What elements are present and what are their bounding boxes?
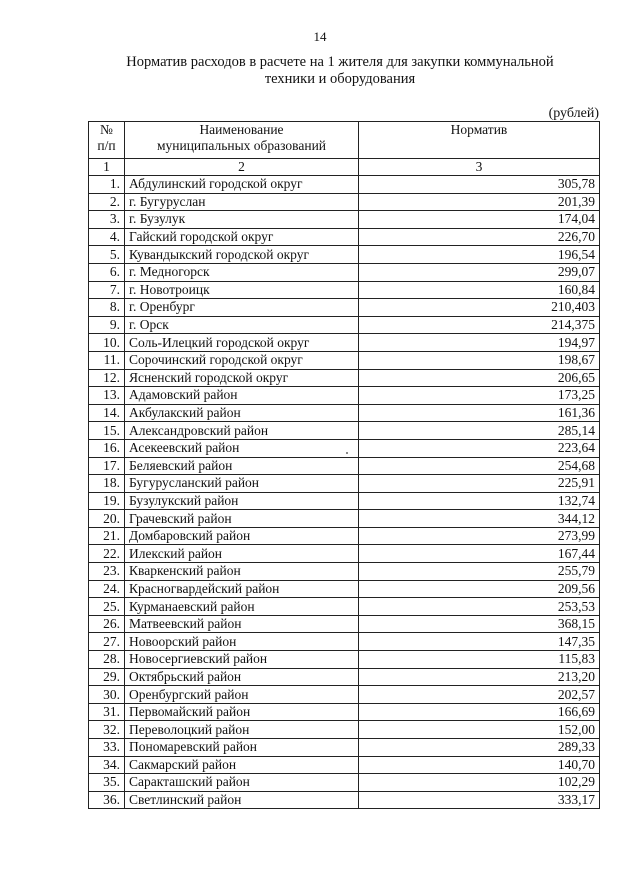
row-number: 27. bbox=[89, 633, 125, 651]
row-name: Ясненский городской округ bbox=[125, 369, 359, 387]
row-value: 140,70 bbox=[359, 756, 600, 774]
row-value: 209,56 bbox=[359, 580, 600, 598]
row-number: 8. bbox=[89, 299, 125, 317]
row-value: 132,74 bbox=[359, 492, 600, 510]
column-index-2: 2 bbox=[125, 159, 359, 176]
title-line-1: Норматив расходов в расчете на 1 жителя для закупки коммунальной bbox=[126, 54, 554, 70]
table-row bbox=[89, 633, 600, 651]
header-value-text: Норматив bbox=[450, 122, 508, 137]
row-name: Абдулинский городской округ bbox=[125, 176, 359, 194]
row-name: Бугурусланский район bbox=[125, 475, 359, 493]
row-name: Домбаровский район bbox=[125, 527, 359, 545]
row-value: 223,64 bbox=[359, 439, 600, 457]
row-value: 166,69 bbox=[359, 703, 600, 721]
table-row bbox=[89, 651, 600, 669]
row-name: Гайский городской округ bbox=[125, 228, 359, 246]
row-number: 4. bbox=[89, 228, 125, 246]
table-row bbox=[89, 369, 600, 387]
row-value: 202,57 bbox=[359, 686, 600, 704]
table-row bbox=[89, 351, 600, 369]
title-line-2: техники и оборудования bbox=[264, 71, 416, 87]
row-value: 299,07 bbox=[359, 263, 600, 281]
table-row bbox=[89, 387, 600, 405]
table-row bbox=[89, 211, 600, 229]
row-number: 15. bbox=[89, 422, 125, 440]
row-name: Сорочинский городской округ bbox=[125, 351, 359, 369]
row-name: Новоорский район bbox=[125, 633, 359, 651]
scan-speck bbox=[346, 452, 348, 454]
table-row bbox=[89, 598, 600, 616]
row-number: 24. bbox=[89, 580, 125, 598]
table-row bbox=[89, 703, 600, 721]
table-body bbox=[89, 159, 600, 809]
table-row bbox=[89, 580, 600, 598]
row-name: г. Оренбург bbox=[125, 299, 359, 317]
row-number: 35. bbox=[89, 774, 125, 792]
table-row bbox=[89, 246, 600, 264]
table-row bbox=[89, 791, 600, 809]
row-number: 33. bbox=[89, 739, 125, 757]
row-name: Саракташский район bbox=[125, 774, 359, 792]
table-row bbox=[89, 193, 600, 211]
row-number: 36. bbox=[89, 791, 125, 809]
table-row bbox=[89, 475, 600, 493]
norms-table bbox=[88, 121, 600, 809]
row-value: 273,99 bbox=[359, 527, 600, 545]
row-number: 12. bbox=[89, 369, 125, 387]
row-value: 214,375 bbox=[359, 316, 600, 334]
row-number: 9. bbox=[89, 316, 125, 334]
table-row bbox=[89, 668, 600, 686]
row-name: г. Бузулук bbox=[125, 211, 359, 229]
row-name: Светлинский район bbox=[125, 791, 359, 809]
row-value: 115,83 bbox=[359, 651, 600, 669]
row-value: 333,17 bbox=[359, 791, 600, 809]
row-number: 23. bbox=[89, 563, 125, 581]
row-value: 198,67 bbox=[359, 351, 600, 369]
row-name: Сакмарский район bbox=[125, 756, 359, 774]
row-number: 14. bbox=[89, 404, 125, 422]
column-index-row bbox=[89, 159, 600, 176]
row-value: 206,65 bbox=[359, 369, 600, 387]
row-name: Адамовский район bbox=[125, 387, 359, 405]
row-value: 285,14 bbox=[359, 422, 600, 440]
row-number: 20. bbox=[89, 510, 125, 528]
table-row bbox=[89, 316, 600, 334]
row-number: 32. bbox=[89, 721, 125, 739]
row-name: Илекский район bbox=[125, 545, 359, 563]
row-name: г. Бугуруслан bbox=[125, 193, 359, 211]
row-name: Бузулукский район bbox=[125, 492, 359, 510]
table-row bbox=[89, 686, 600, 704]
header-number-line-2: п/п bbox=[97, 138, 116, 153]
header-name bbox=[125, 122, 359, 159]
row-value: 102,29 bbox=[359, 774, 600, 792]
row-value: 254,68 bbox=[359, 457, 600, 475]
row-value: 289,33 bbox=[359, 739, 600, 757]
table-row bbox=[89, 756, 600, 774]
row-number: 2. bbox=[89, 193, 125, 211]
table-row bbox=[89, 422, 600, 440]
row-value: 253,53 bbox=[359, 598, 600, 616]
row-value: 226,70 bbox=[359, 228, 600, 246]
row-number: 1. bbox=[89, 176, 125, 194]
table-row bbox=[89, 527, 600, 545]
table-row bbox=[89, 774, 600, 792]
row-value: 255,79 bbox=[359, 563, 600, 581]
row-number: 18. bbox=[89, 475, 125, 493]
row-number: 10. bbox=[89, 334, 125, 352]
row-number: 5. bbox=[89, 246, 125, 264]
row-number: 31. bbox=[89, 703, 125, 721]
row-value: 210,403 bbox=[359, 299, 600, 317]
table-row bbox=[89, 563, 600, 581]
row-value: 174,04 bbox=[359, 211, 600, 229]
row-name: Курманаевский район bbox=[125, 598, 359, 616]
row-value: 213,20 bbox=[359, 668, 600, 686]
document-title bbox=[80, 54, 600, 88]
row-number: 29. bbox=[89, 668, 125, 686]
row-name: Новосергиевский район bbox=[125, 651, 359, 669]
row-number: 6. bbox=[89, 263, 125, 281]
table-row bbox=[89, 457, 600, 475]
header-number bbox=[89, 122, 125, 159]
table-row bbox=[89, 299, 600, 317]
row-name: Кваркенский район bbox=[125, 563, 359, 581]
row-name: г. Медногорск bbox=[125, 263, 359, 281]
row-value: 196,54 bbox=[359, 246, 600, 264]
row-value: 160,84 bbox=[359, 281, 600, 299]
row-value: 194,97 bbox=[359, 334, 600, 352]
row-name: Беляевский район bbox=[125, 457, 359, 475]
row-name: Переволоцкий район bbox=[125, 721, 359, 739]
table-row bbox=[89, 334, 600, 352]
page-number: 14 bbox=[313, 29, 327, 44]
row-name: Акбулакский район bbox=[125, 404, 359, 422]
row-name: Александровский район bbox=[125, 422, 359, 440]
header-name-line-1: Наименование bbox=[199, 122, 284, 137]
row-name: Матвеевский район bbox=[125, 615, 359, 633]
table-row bbox=[89, 492, 600, 510]
row-number: 28. bbox=[89, 651, 125, 669]
row-name: Оренбургский район bbox=[125, 686, 359, 704]
row-value: 147,35 bbox=[359, 633, 600, 651]
row-number: 25. bbox=[89, 598, 125, 616]
row-number: 7. bbox=[89, 281, 125, 299]
table-row bbox=[89, 404, 600, 422]
table-row bbox=[89, 510, 600, 528]
row-name: г. Орск bbox=[125, 316, 359, 334]
table-row bbox=[89, 615, 600, 633]
row-name: Кувандыкский городской округ bbox=[125, 246, 359, 264]
header-number-line-1: № bbox=[100, 122, 113, 137]
table-row bbox=[89, 545, 600, 563]
row-value: 167,44 bbox=[359, 545, 600, 563]
row-name: Асекеевский район bbox=[125, 439, 359, 457]
table-header-row bbox=[89, 122, 600, 159]
table-row bbox=[89, 739, 600, 757]
table-row bbox=[89, 721, 600, 739]
row-name: Грачевский район bbox=[125, 510, 359, 528]
row-name: Октябрьский район bbox=[125, 668, 359, 686]
table-row bbox=[89, 228, 600, 246]
row-number: 34. bbox=[89, 756, 125, 774]
row-name: Пономаревский район bbox=[125, 739, 359, 757]
row-number: 16. bbox=[89, 439, 125, 457]
header-value bbox=[359, 122, 600, 159]
table-row bbox=[89, 281, 600, 299]
column-index-3: 3 bbox=[359, 159, 600, 176]
row-name: Первомайский район bbox=[125, 703, 359, 721]
row-number: 11. bbox=[89, 351, 125, 369]
row-number: 26. bbox=[89, 615, 125, 633]
row-name: Красногвардейский район bbox=[125, 580, 359, 598]
row-name: Соль-Илецкий городской округ bbox=[125, 334, 359, 352]
row-number: 3. bbox=[89, 211, 125, 229]
row-value: 368,15 bbox=[359, 615, 600, 633]
column-index-1: 1 bbox=[89, 159, 125, 176]
row-number: 13. bbox=[89, 387, 125, 405]
units-label: (рублей) bbox=[548, 106, 599, 121]
row-name: г. Новотроицк bbox=[125, 281, 359, 299]
row-value: 152,00 bbox=[359, 721, 600, 739]
row-number: 21. bbox=[89, 527, 125, 545]
row-value: 344,12 bbox=[359, 510, 600, 528]
row-number: 19. bbox=[89, 492, 125, 510]
row-value: 305,78 bbox=[359, 176, 600, 194]
row-value: 225,91 bbox=[359, 475, 600, 493]
row-value: 173,25 bbox=[359, 387, 600, 405]
row-number: 30. bbox=[89, 686, 125, 704]
header-name-line-2: муниципальных образований bbox=[156, 138, 327, 153]
table-row bbox=[89, 176, 600, 194]
table-row bbox=[89, 263, 600, 281]
row-number: 17. bbox=[89, 457, 125, 475]
table-row bbox=[89, 439, 600, 457]
row-number: 22. bbox=[89, 545, 125, 563]
row-value: 161,36 bbox=[359, 404, 600, 422]
row-value: 201,39 bbox=[359, 193, 600, 211]
